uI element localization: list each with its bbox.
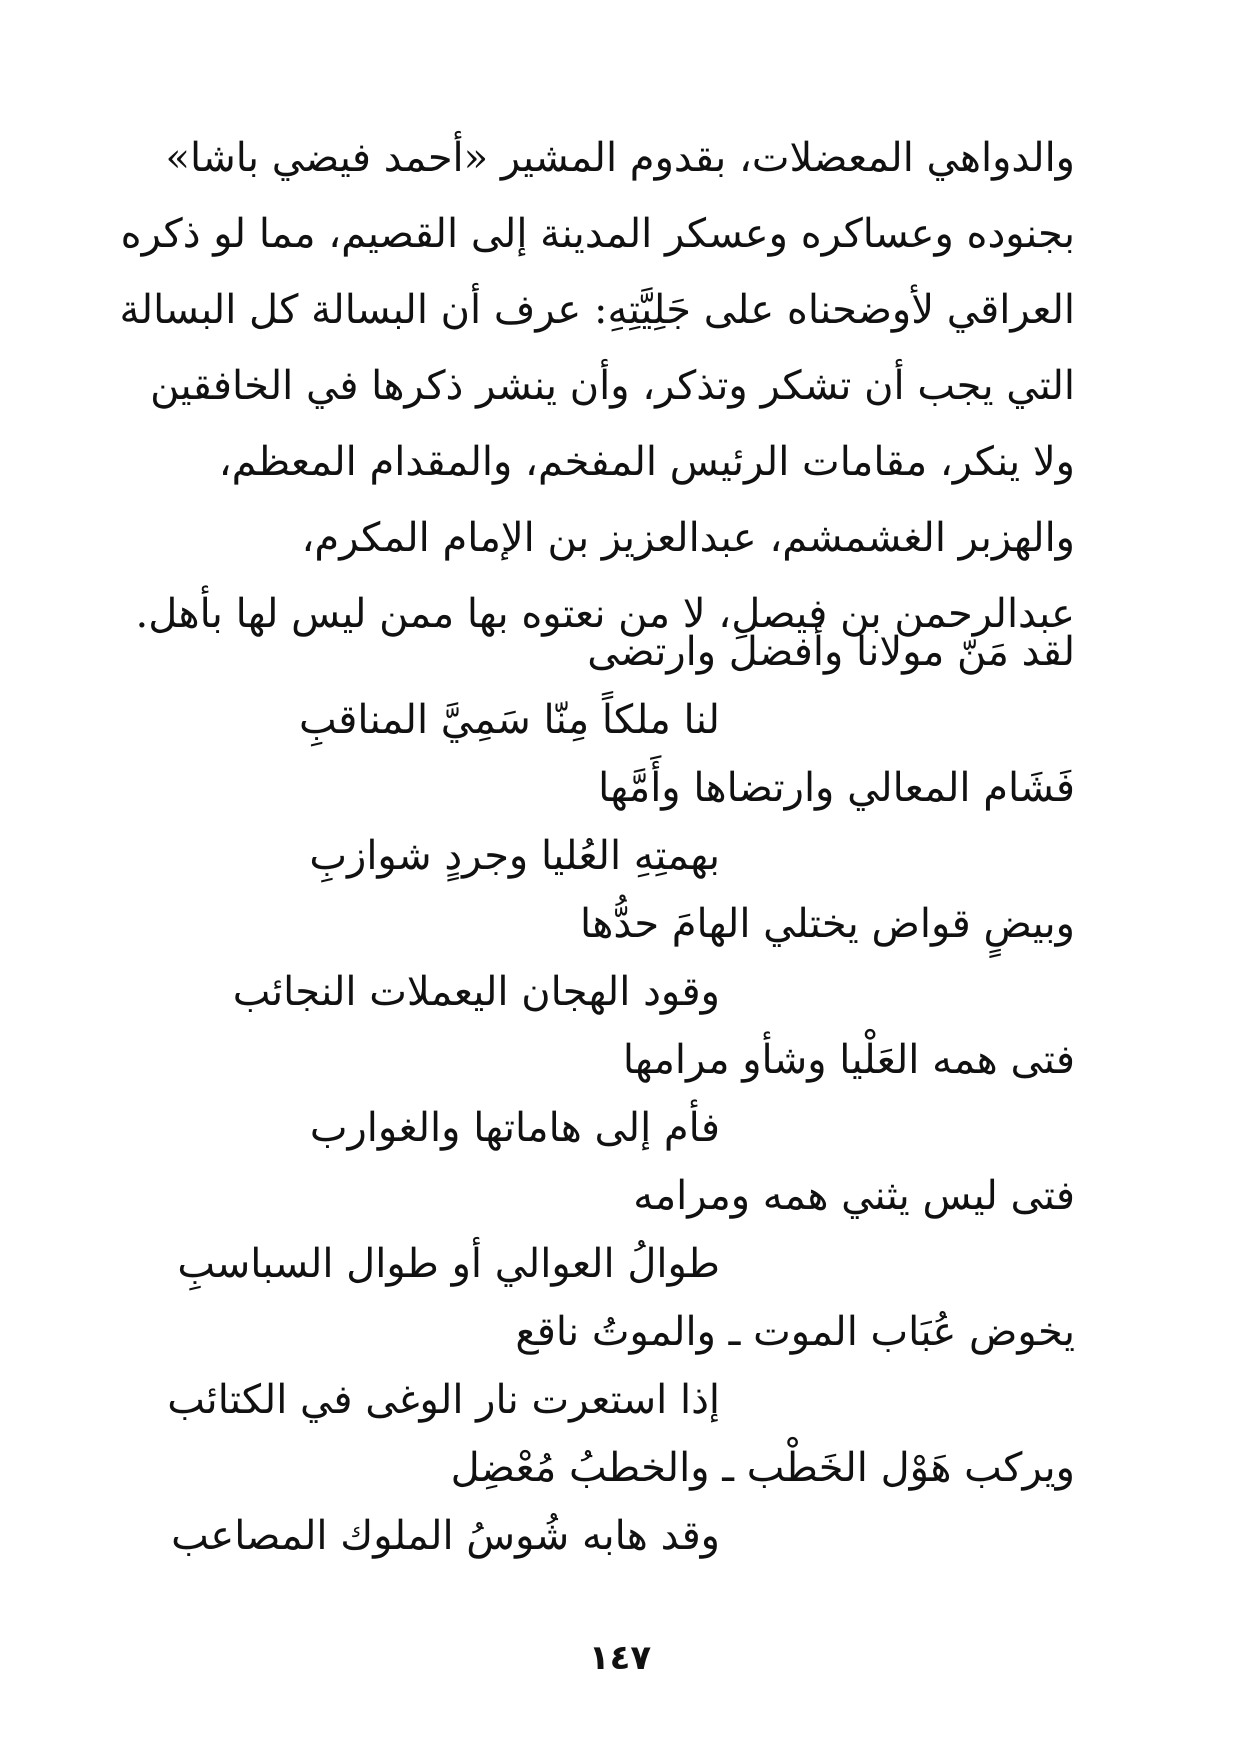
verse-second-hemistich: إذا استعرت نار الوغى في الكتائب <box>167 1377 720 1423</box>
verse-first-hemistich: لقد مَنّ مولانا وأفضلَ وارتضى <box>587 629 1075 675</box>
prose-line: عبدالرحمن بن فيصل، لا من نعتوه بها ممن ليس لها بأهل. <box>135 591 1075 637</box>
verse-first-hemistich: وبيضٍ قواض يختلي الهامَ حدُّها <box>580 901 1075 947</box>
prose-line: والدواهي المعضلات، بقدوم المشير «أحمد فيضي باشا» <box>165 135 1075 181</box>
verse-first-hemistich: يخوض عُبَاب الموت ـ والموتُ ناقع <box>515 1309 1075 1355</box>
verse-second-hemistich: لنا ملكاً مِنّا سَمِيَّ المناقبِ <box>299 697 720 743</box>
verse-first-hemistich: فتى ليس يثني همه ومرامه <box>633 1173 1075 1219</box>
prose-paragraph <box>119 120 1075 652</box>
verse-second-hemistich: طوالُ العوالي أو طوال السباسبِ <box>177 1241 720 1287</box>
verse-second-hemistich: وقد هابه شُوسُ الملوك المصاعب <box>171 1513 720 1559</box>
prose-line: التي يجب أن تشكر وتذكر، وأن ينشر ذكرها في الخافقين <box>150 363 1075 409</box>
prose-line: ولا ينكر، مقامات الرئيس المفخم، والمقدام المعظم، <box>218 439 1075 485</box>
verse-first-hemistich: فَشَام المعالي وارتضاها وأَمَّها <box>598 765 1075 811</box>
poem <box>165 618 1075 1570</box>
prose-line: بجنوده وعساكره وعسكر المدينة إلى القصيم، مما لو ذكره <box>120 211 1075 257</box>
prose-line: والهزبر الغشمشم، عبدالعزيز بن الإمام المكرم، <box>301 515 1075 561</box>
verse-first-hemistich: ويركب هَوْل الخَطْب ـ والخطبُ مُعْضِل <box>450 1445 1075 1491</box>
verse-first-hemistich: فتى همه العَلْيا وشأو مرامها <box>622 1037 1075 1083</box>
prose-line: العراقي لأوضحناه على جَلِيَّتِهِ: عرف أن البسالة كل البسالة <box>119 287 1075 333</box>
verse-second-hemistich: فأم إلى هاماتها والغوارب <box>309 1105 720 1151</box>
verse-second-hemistich: وقود الهجان اليعملات النجائب <box>232 969 720 1015</box>
verse-second-hemistich: بهمتِهِ العُليا وجردٍ شوازبِ <box>309 833 720 879</box>
page-number: ١٤٧ <box>588 1638 652 1678</box>
